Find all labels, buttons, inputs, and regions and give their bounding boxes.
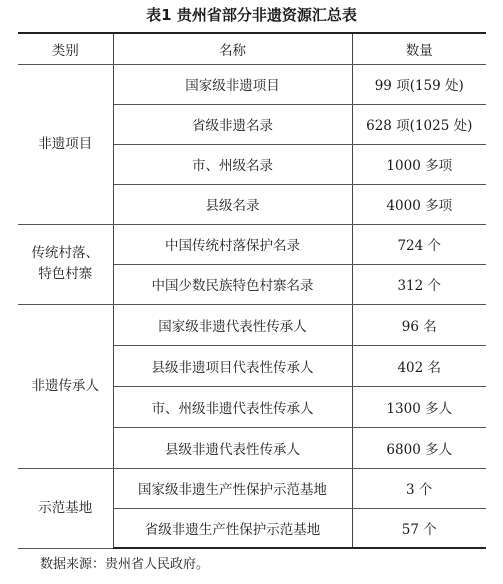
- name-cell: 国家级非遗代表性传承人: [113, 304, 352, 345]
- quantity-cell: 57 个: [352, 508, 486, 548]
- category-cell: 非遗传承人: [18, 304, 113, 468]
- category-line: 特色村寨: [38, 266, 93, 282]
- name-cell: 省级非遗生产性保护示范基地: [113, 508, 352, 548]
- table-row: [18, 468, 486, 508]
- quantity-cell: 402 名: [352, 345, 486, 386]
- heritage-resources-table: [18, 32, 486, 549]
- name-cell: 县级非遗项目代表性传承人: [113, 345, 352, 386]
- table-row: [18, 224, 486, 264]
- quantity-cell: 3 个: [352, 468, 486, 508]
- quantity-cell: 1000 多项: [352, 144, 486, 184]
- quantity-cell: 312 个: [352, 264, 486, 304]
- name-cell: 省级非遗名录: [113, 104, 352, 144]
- table-row: [18, 64, 486, 104]
- name-cell: 中国传统村落保护名录: [113, 224, 352, 264]
- category-cell: [18, 224, 113, 304]
- quantity-cell: 99 项(159 处): [352, 64, 486, 104]
- header-quantity: 数量: [352, 33, 486, 64]
- category-cell: 示范基地: [18, 468, 113, 548]
- name-cell: 国家级非遗项目: [113, 64, 352, 104]
- source-note: 数据来源：贵州省人民政府。: [40, 557, 210, 572]
- name-cell: 市、州级名录: [113, 144, 352, 184]
- name-cell: 县级名录: [113, 184, 352, 224]
- quantity-cell: 96 名: [352, 304, 486, 345]
- name-cell: 市、州级非遗代表性传承人: [113, 386, 352, 427]
- quantity-cell: 724 个: [352, 224, 486, 264]
- quantity-cell: 628 项(1025 处): [352, 104, 486, 144]
- name-cell: 县级非遗代表性传承人: [113, 427, 352, 468]
- table-row: [18, 304, 486, 345]
- name-cell: 国家级非遗生产性保护示范基地: [113, 468, 352, 508]
- category-cell: 非遗项目: [18, 64, 113, 224]
- category-line: 传统村落、: [31, 245, 99, 261]
- quantity-cell: 6800 多人: [352, 427, 486, 468]
- quantity-cell: 1300 多人: [352, 386, 486, 427]
- table-header-row: [18, 33, 486, 64]
- header-category: 类别: [18, 33, 113, 64]
- table-title: 表1 贵州省部分非遗资源汇总表: [146, 6, 357, 24]
- quantity-cell: 4000 多项: [352, 184, 486, 224]
- header-name: 名称: [113, 33, 352, 64]
- name-cell: 中国少数民族特色村寨名录: [113, 264, 352, 304]
